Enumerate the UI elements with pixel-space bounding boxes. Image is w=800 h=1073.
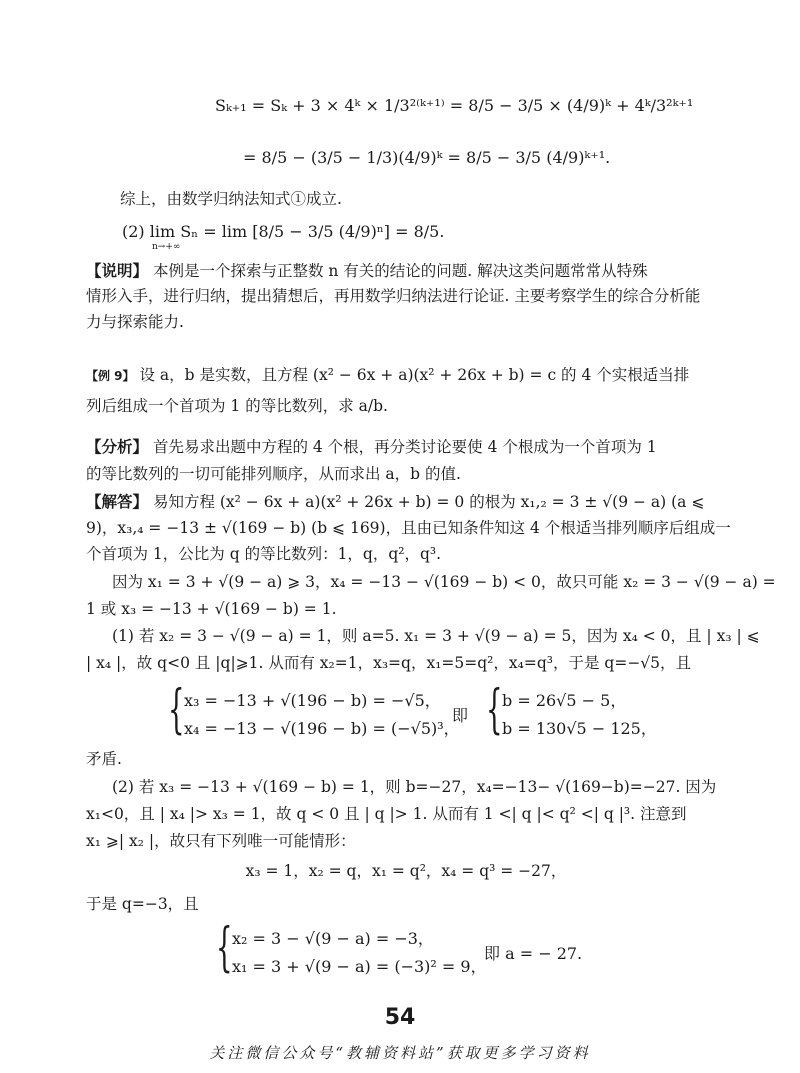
analysis-line-2: 的等比数列的一切可能排列顺序，从而求出 a，b 的值. [86, 465, 461, 483]
equation-s-k-plus-1-cont: = 8/5 − (3/5 − 1/3)(4/9)ᵏ = 8/5 − 3/5 (4/9)ᵏ⁺¹. [243, 148, 611, 167]
case2-line-2: x₁<0，且 | x₄ |> x₃ = 1，故 q < 0 且 | q |> 1. 从而有 1 <| q |< q² <| q |³. 注意到 [86, 805, 687, 823]
analysis-label: 【分析】 [86, 438, 149, 456]
case2-line-4: 于是 q=−3，且 [86, 895, 199, 913]
roots-line-1: 因为 x₁ = 3 + √(9 − a) ⩾ 3，x₄ = −13 − √(169 − b) < 0，故只可能 x₂ = 3 − √(9 − a) = [112, 573, 776, 591]
solution-line-2: 9)，x₃,₄ = −13 ± √(169 − b) (b ⩽ 169)，且由已知条件知这 4 个根适当排列顺序后组成一 [86, 519, 731, 537]
limit-subscript: n→+∞ [152, 242, 181, 252]
note-line-1 [86, 260, 726, 282]
contradiction-line: 矛盾. [86, 750, 122, 768]
system3-eq-b: x₁ = 3 + √(9 − a) = (−3)² = 9， [232, 957, 487, 976]
system3-brace: { [216, 918, 233, 978]
note-line-2: 情形入手，进行归纳，提出猜想后，再用数学归纳法进行论证. 主要考察学生的综合分析能 [86, 287, 701, 305]
limit-equation: (2) lim Sₙ = lim [8/5 − 3/5 (4/9)ⁿ] = 8/5. [122, 222, 445, 241]
case2-line-3: x₁ ⩾| x₂ |，故只有下列唯一可能情形： [86, 832, 356, 850]
system1-eq-b: x₄ = −13 − √(196 − b) = (−√5)³， [184, 719, 460, 738]
solution-line-1 [86, 491, 726, 513]
system2-brace: { [486, 680, 503, 740]
example-text-1: 设 a，b 是实数，且方程 (x² − 6x + a)(x² + 26x + b) = c 的 4 个实根适当排 [139, 366, 690, 384]
example-line-1 [86, 364, 726, 387]
system1-eq-a: x₃ = −13 + √(196 − b) = −√5， [184, 691, 441, 710]
example-label: 【例 9】 [86, 369, 135, 383]
case2-equation: x₃ = 1，x₂ = q，x₁ = q²，x₄ = q³ = −27， [245, 862, 567, 880]
ji-connector: 即 [452, 706, 469, 725]
solution-line-3: 个首项为 1，公比为 q 的等比数列：1，q，q²，q³. [86, 545, 442, 563]
footer-promo: 关注微信公众号“教辅资料站”获取更多学习资料 [209, 1044, 591, 1062]
roots-line-2: 1 或 x₃ = −13 + √(169 − b) = 1. [86, 600, 337, 618]
example-line-2: 列后组成一个首项为 1 的等比数列，求 a/b. [86, 397, 388, 415]
note-line-3: 力与探索能力. [86, 313, 184, 331]
analysis-line-1 [86, 436, 726, 458]
system2-eq-a: b = 26√5 − 5， [502, 691, 627, 710]
note-label: 【说明】 [86, 262, 149, 280]
solution-label: 【解答】 [86, 493, 149, 511]
equation-s-k-plus-1: Sₖ₊₁ = Sₖ + 3 × 4ᵏ × 1/3²⁽ᵏ⁺¹⁾ = 8/5 − 3/5 × (4/9)ᵏ + 4ᵏ/3²ᵏ⁺¹ [215, 96, 694, 115]
result-text: 即 a = − 27. [484, 944, 583, 963]
system1-brace: { [168, 680, 185, 740]
analysis-text-1: 首先易求出题中方程的 4 个根，再分类讨论要使 4 个根成为一个首项为 1 [152, 438, 657, 456]
case2-line-1: (2) 若 x₃ = −13 + √(169 − b) = 1，则 b=−27，x₄=−13− √(169−b)=−27. 因为 [112, 778, 717, 796]
system2-eq-b: b = 130√5 − 125， [502, 719, 657, 738]
solution-text-1: 易知方程 (x² − 6x + a)(x² + 26x + b) = 0 的根为 x₁,₂ = 3 ± √(9 − a) (a ⩽ [152, 493, 705, 511]
conclusion-line: 综上，由数学归纳法知式①成立. [120, 190, 342, 208]
case1-line-2: | x₄ |，故 q<0 且 |q|⩾1. 从而有 x₂=1，x₃=q，x₁=5=q²，x₄=q³，于是 q=−√5，且 [86, 654, 692, 672]
case1-line-1: (1) 若 x₂ = 3 − √(9 − a) = 1，则 a=5. x₁ = 3 + √(9 − a) = 5，因为 x₄ < 0，且 | x₃ | ⩽ [112, 627, 760, 645]
note-text-1: 本例是一个探索与正整数 n 有关的结论的问题. 解决这类问题常常从特殊 [152, 262, 648, 280]
system3-eq-a: x₂ = 3 − √(9 − a) = −3， [232, 929, 434, 948]
page-number: 54 [384, 1005, 416, 1030]
